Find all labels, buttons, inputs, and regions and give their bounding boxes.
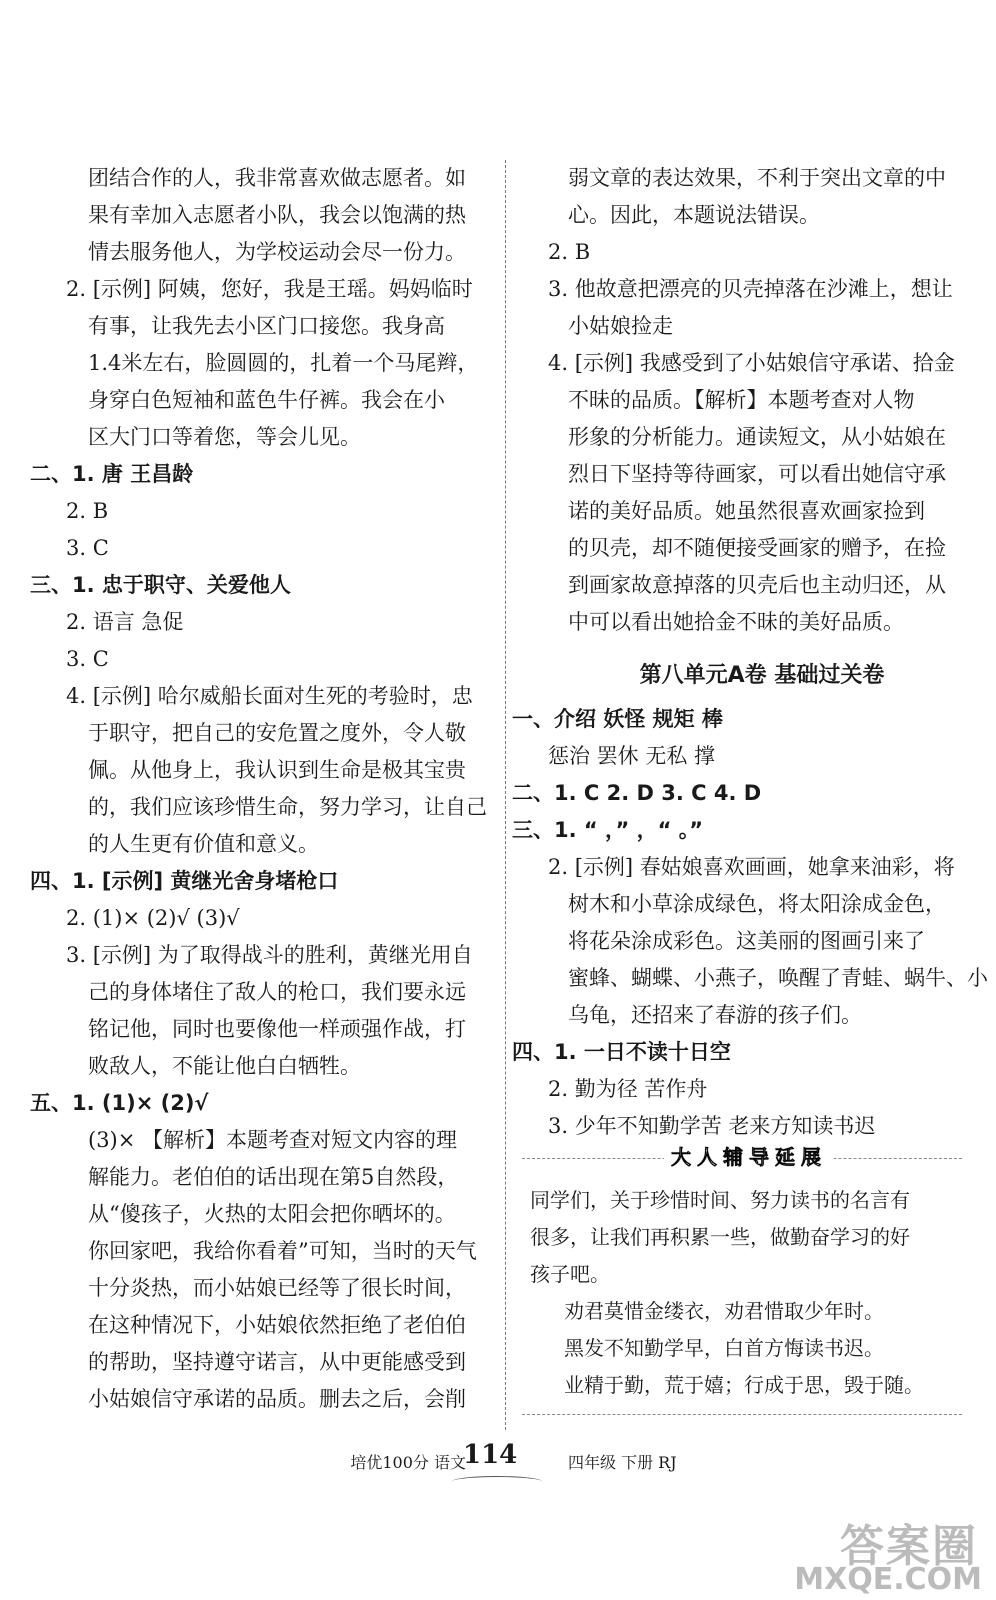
text-line: 铭记他，同时也要像他一样顽强作战，打 — [88, 1017, 466, 1041]
text-line: 身穿白色短袖和蓝色牛仔裤。我会在小 — [88, 388, 445, 412]
text-line: 小姑娘信守承诺的品质。删去之后，会削 — [88, 1387, 466, 1411]
page-number-flourish — [452, 1476, 542, 1487]
proverb-line: 业精于勤，荒于嬉；行成于思，毁于随。 — [564, 1373, 924, 1397]
text-line: 2. [示例] 春姑娘喜欢画画，她拿来油彩，将 — [548, 855, 955, 879]
answer-heading: 三、1. 忠于职守、关爱他人 — [30, 573, 291, 597]
text-line: 从“傻孩子，火热的太阳会把你晒坏的。 — [88, 1202, 456, 1226]
text-line: 3. [示例] 为了取得战斗的胜利，黄继光用自 — [66, 943, 473, 967]
footer-grade: 四年级 下册 RJ — [568, 1453, 677, 1472]
extension-text: 孩子吧。 — [530, 1262, 610, 1286]
text-line: 心。因此，本题说法错误。 — [568, 203, 820, 227]
extension-text: 同学们，关于珍惜时间、努力读书的名言有 — [530, 1188, 910, 1212]
proverb-line: 劝君莫惜金缕衣，劝君惜取少年时。 — [564, 1299, 884, 1323]
text-line: 己的身体堵住了敌人的枪口，我们要永远 — [88, 980, 466, 1004]
page-footer — [0, 1440, 996, 1500]
text-line: 弱文章的表达效果，不利于突出文章的中 — [568, 166, 946, 190]
text-line: 2. [示例] 阿姨，您好，我是王瑶。妈妈临时 — [66, 277, 473, 301]
text-line: 4. [示例] 哈尔威船长面对生死的考验时，忠 — [66, 684, 473, 708]
text-line: 3. 他故意把漂亮的贝壳掉落在沙滩上，想让 — [548, 277, 953, 301]
watermark — [776, 1510, 986, 1596]
extension-label: 大人辅导延展 — [664, 1142, 834, 1172]
text-line: 不昧的品质。【解析】本题考查对人物 — [568, 388, 915, 412]
text-line: 2. B — [548, 240, 591, 264]
text-line: 中可以看出她拾金不昧的美好品质。 — [568, 610, 904, 634]
text-line: 4. [示例] 我感受到了小姑娘信守承诺、拾金 — [548, 351, 955, 375]
extension-banner — [522, 1138, 962, 1178]
text-line: 的，我们应该珍惜生命，努力学习，让自己 — [88, 795, 487, 819]
answer-heading: 二、1. 唐 王昌龄 — [30, 462, 194, 486]
answer-heading: 一、介绍 妖怪 规矩 棒 — [512, 707, 723, 731]
text-line: 的帮助，坚持遵守诺言，从中更能感受到 — [88, 1350, 466, 1374]
text-line: 惩治 罢休 无私 撑 — [548, 744, 716, 768]
text-line: 在这种情况下，小姑娘依然拒绝了老伯伯 — [88, 1313, 466, 1337]
answer-heading: 四、1. [示例] 黄继光舍身堵枪口 — [30, 869, 339, 893]
text-line: 将花朵涂成彩色。这美丽的图画引来了 — [568, 929, 925, 953]
dashed-rule — [522, 1414, 962, 1415]
column-divider — [505, 160, 506, 1430]
text-line: 小姑娘捡走 — [568, 314, 673, 338]
text-line: 形象的分析能力。通读短文，从小姑娘在 — [568, 425, 946, 449]
answer-heading: 四、1. 一日不读十日空 — [512, 1040, 731, 1064]
text-line: 解能力。老伯伯的话出现在第5自然段， — [88, 1165, 459, 1189]
text-line: 区大门口等着您，等会儿见。 — [88, 425, 361, 449]
text-line: 2. 勤为径 苦作舟 — [548, 1077, 708, 1101]
footer-book-title: 培优100分 语文 — [350, 1453, 466, 1472]
text-line: 诺的美好品质。她虽然很喜欢画家捡到 — [568, 499, 925, 523]
text-line: 佩。从他身上，我认识到生命是极其宝贵 — [88, 758, 466, 782]
watermark-url: MXQE.COM — [794, 1562, 982, 1597]
text-line: 于职守，把自己的安危置之度外，令人敬 — [88, 721, 466, 745]
proverb-line: 黑发不知勤学早，白首方悔读书迟。 — [564, 1336, 884, 1360]
text-line: 1.4米左右，脸圆圆的，扎着一个马尾辫， — [88, 351, 479, 375]
page-number: 114 — [463, 1440, 518, 1470]
text-line: 乌龟，还招来了春游的孩子们。 — [568, 1003, 862, 1027]
text-line: 2. (1)× (2)√ (3)√ — [66, 906, 240, 930]
text-line: 2. 语言 急促 — [66, 610, 184, 634]
text-line: 到画家故意掉落的贝壳后也主动归还，从 — [568, 573, 946, 597]
text-line: 3. C — [66, 536, 109, 560]
text-line: 的人生更有价值和意义。 — [88, 832, 319, 856]
extension-text: 很多，让我们再积累一些，做勤奋学习的好 — [530, 1225, 910, 1249]
text-line: 有事，让我先去小区门口接您。我身高 — [88, 314, 445, 338]
watermark-logo-text: 答案圈 — [840, 1521, 978, 1572]
text-line: (3)× 【解析】本题考查对短文内容的理 — [88, 1128, 458, 1152]
text-line: 3. 少年不知勤学苦 老来方知读书迟 — [548, 1114, 876, 1138]
text-line: 蜜蜂、蝴蝶、小燕子，唤醒了青蛙、蜗牛、小 — [568, 966, 988, 990]
text-line: 树木和小草涂成绿色，将太阳涂成金色， — [568, 892, 946, 916]
text-line: 的贝壳，却不随便接受画家的赠予，在捡 — [568, 536, 946, 560]
answer-heading: 三、1. “ ，” ，“ 。” — [512, 818, 704, 842]
text-line: 团结合作的人，我非常喜欢做志愿者。如 — [88, 166, 466, 190]
text-line: 烈日下坚持等待画家，可以看出她信守承 — [568, 462, 946, 486]
text-line: 果有幸加入志愿者小队，我会以饱满的热 — [88, 203, 466, 227]
text-line: 情去服务他人，为学校运动会尽一份力。 — [88, 240, 466, 264]
answer-heading: 二、1. C 2. D 3. C 4. D — [512, 781, 762, 805]
text-line: 3. C — [66, 647, 109, 671]
text-line: 十分炎热，而小姑娘已经等了很长时间， — [88, 1276, 466, 1300]
answer-heading: 五、1. (1)× (2)√ — [30, 1091, 209, 1115]
text-line: 2. B — [66, 499, 109, 523]
text-line: 你回家吧，我给你看着”可知，当时的天气 — [88, 1239, 477, 1263]
section-title: 第八单元A卷 基础过关卷 — [639, 663, 885, 688]
text-line: 败敌人，不能让他白白牺牲。 — [88, 1054, 361, 1078]
